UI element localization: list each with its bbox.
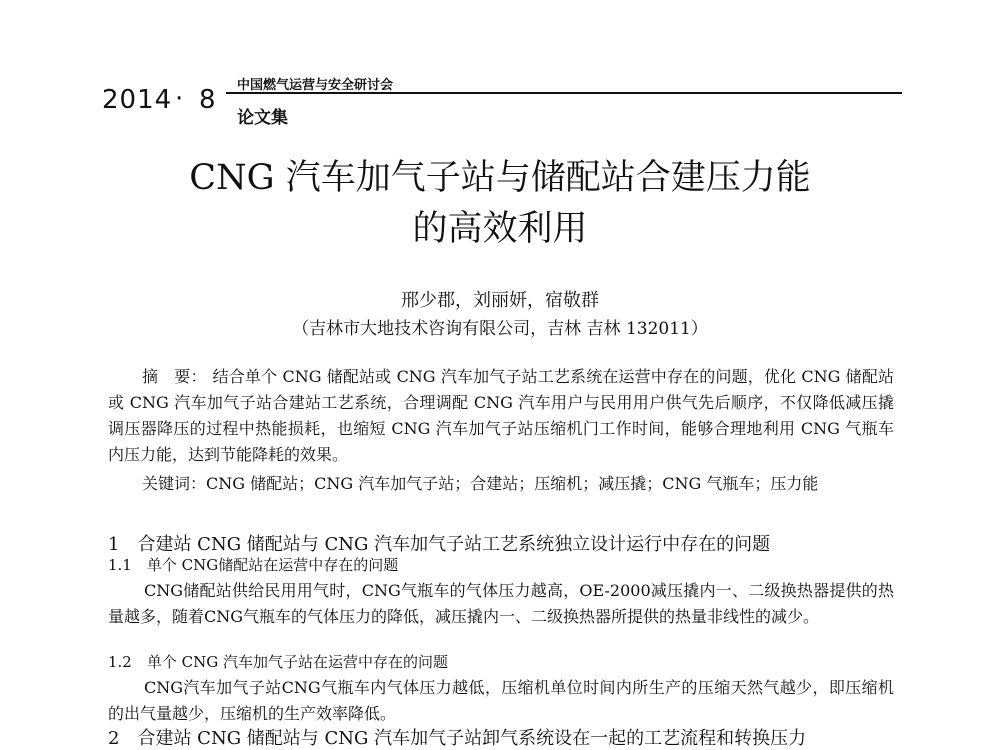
affiliation: （吉林市大地技术咨询有限公司，吉林 吉林 132011） — [292, 319, 708, 339]
header-year: 2014 — [102, 85, 173, 115]
authors: 邢少郡，刘丽妍，宿敬群 — [401, 290, 599, 311]
section-1-1-paragraph: CNG储配站供给民用用气时，CNG气瓶车的气体压力越高，OE-2000减压撬内一、二级换热器提供的热量越多，随着CNG气瓶车的气体压力的降低，减压撬内一、二级换热器所提供的热量非线性的减少。 — [108, 581, 894, 626]
abstract-label: 摘 要： — [142, 367, 207, 386]
keywords-label: 关键词： — [142, 474, 207, 493]
keywords — [108, 471, 894, 497]
header-conference: 中国燃气运营与安全研讨会 — [237, 78, 394, 93]
paper-title-line-1: CNG 汽车加气子站与储配站合建压力能 — [189, 158, 811, 198]
paper-title-line-2: 的高效利用 — [412, 209, 588, 249]
section-1-2-heading: 1.2 单个 CNG 汽车加气子站在运营中存在的问题 — [108, 653, 448, 671]
header-collection: 论文集 — [237, 108, 288, 128]
section-1-heading: 1 合建站 CNG 储配站与 CNG 汽车加气子站工艺系统独立设计运行中存在的问题 — [108, 534, 771, 555]
abstract-text: 结合单个 CNG 储配站或 CNG 汽车加气子站工艺系统在运营中存在的问题，优化 CNG 储配站或 CNG 汽车加气子站合建站工艺系统，合理调配 CNG 汽车用户与民用用户供气先后顺序，不仅降低减压撬调压器降压的过程中热能损耗，也缩短 CNG 汽车加气子站压缩机门工作时间，能够合理地利用 CNG 气瓶车内压力能，达到节能降耗的效果。 — [108, 367, 894, 464]
section-1-1-heading: 1.1 单个 CNG储配站在运营中存在的问题 — [108, 556, 399, 574]
header-rule — [226, 92, 902, 94]
keywords-text: CNG 储配站；CNG 汽车加气子站；合建站；压缩机；减压撬；CNG 气瓶车；压力能 — [206, 474, 819, 493]
header-dot: · — [175, 84, 184, 114]
abstract — [108, 364, 894, 468]
section-1-2-paragraph: CNG汽车加气子站CNG气瓶车内气体压力越低，压缩机单位时间内所生产的压缩天然气越少，即压缩机的出气量越少，压缩机的生产效率降低。 — [108, 678, 894, 723]
header-month: 8 — [199, 85, 216, 115]
section-2-heading: 2 合建站 CNG 储配站与 CNG 汽车加气子站卸气系统设在一起的工艺流程和转换压力 — [108, 728, 807, 749]
